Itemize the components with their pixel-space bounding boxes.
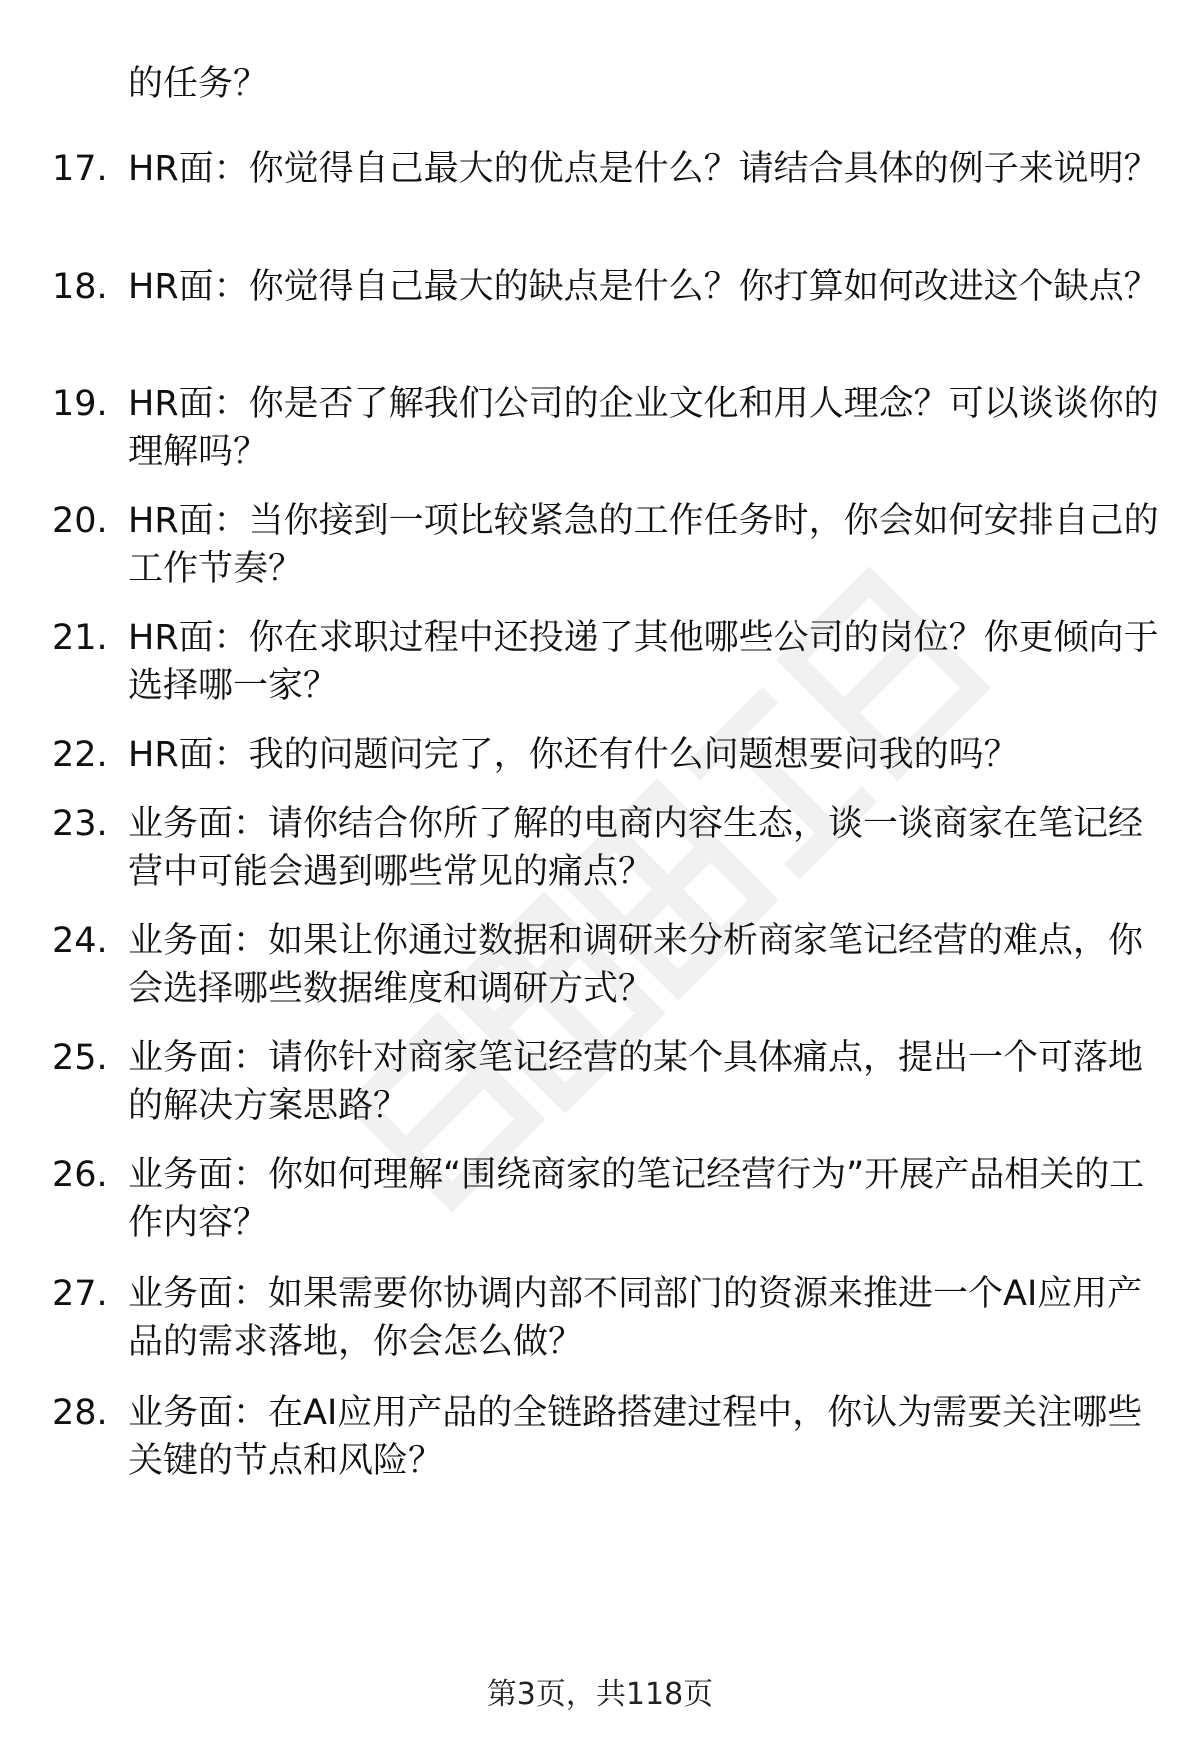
page-number-footer: 第3页，共118页: [486, 1677, 714, 1712]
question-number: 24.: [52, 921, 108, 961]
question-text: HR面：当你接到一项比较紧急的工作任务时，你会如何安排自己的工作节奏？: [128, 501, 1159, 589]
question-text: HR面：你是否了解我们公司的企业文化和用人理念？可以谈谈你的理解吗？: [128, 384, 1159, 472]
question-number: 17.: [52, 149, 108, 189]
question-text: 业务面：请你结合你所了解的电商内容生态，谈一谈商家在笔记经营中可能会遇到哪些常见的痛点？: [128, 804, 1144, 892]
question-text: HR面：你觉得自己最大的缺点是什么？你打算如何改进这个缺点？: [128, 267, 1159, 307]
question-number: 27.: [52, 1274, 108, 1314]
question-number: 20.: [52, 501, 108, 541]
question-item-27: [52, 1270, 1162, 1366]
question-item-18: [52, 263, 1162, 311]
question-number: 22.: [52, 735, 108, 775]
question-item-25: [52, 1034, 1162, 1130]
question-number: 26.: [52, 1155, 108, 1195]
question-item-19: [52, 380, 1162, 476]
continued-question-text: 的任务？: [128, 64, 269, 104]
question-number: 18.: [52, 267, 108, 307]
question-item-17: [52, 145, 1162, 193]
question-item-23: [52, 800, 1162, 896]
question-item-28: [52, 1389, 1162, 1485]
question-text: 业务面：在AI应用产品的全链路搭建过程中，你认为需要关注哪些关键的节点和风险？: [128, 1393, 1143, 1481]
question-item-24: [52, 917, 1162, 1013]
question-text: 业务面：请你针对商家笔记经营的某个具体痛点，提出一个可落地的解决方案思路？: [128, 1038, 1144, 1126]
question-text: HR面：你觉得自己最大的优点是什么？请结合具体的例子来说明？: [128, 149, 1159, 189]
question-number: 28.: [52, 1393, 108, 1433]
question-item-26: [52, 1151, 1162, 1247]
question-number: 25.: [52, 1038, 108, 1078]
question-number: 19.: [52, 384, 108, 424]
question-item-20: [52, 497, 1162, 593]
question-text: HR面：你在求职过程中还投递了其他哪些公司的岗位？你更倾向于选择哪一家？: [128, 618, 1159, 706]
question-item-21: [52, 614, 1162, 710]
question-text: 业务面：如果让你通过数据和调研来分析商家笔记经营的难点，你会选择哪些数据维度和调研方式？: [128, 921, 1144, 1009]
question-text: 业务面：你如何理解“围绕商家的笔记经营行为”开展产品相关的工作内容？: [128, 1155, 1145, 1243]
question-text: HR面：我的问题问完了，你还有什么问题想要问我的吗？: [128, 735, 1019, 775]
question-number: 21.: [52, 618, 108, 658]
question-item-22: [52, 731, 1162, 779]
question-number: 23.: [52, 804, 108, 844]
question-text: 业务面：如果需要你协调内部不同部门的资源来推进一个AI应用产品的需求落地，你会怎么做？: [128, 1274, 1143, 1362]
